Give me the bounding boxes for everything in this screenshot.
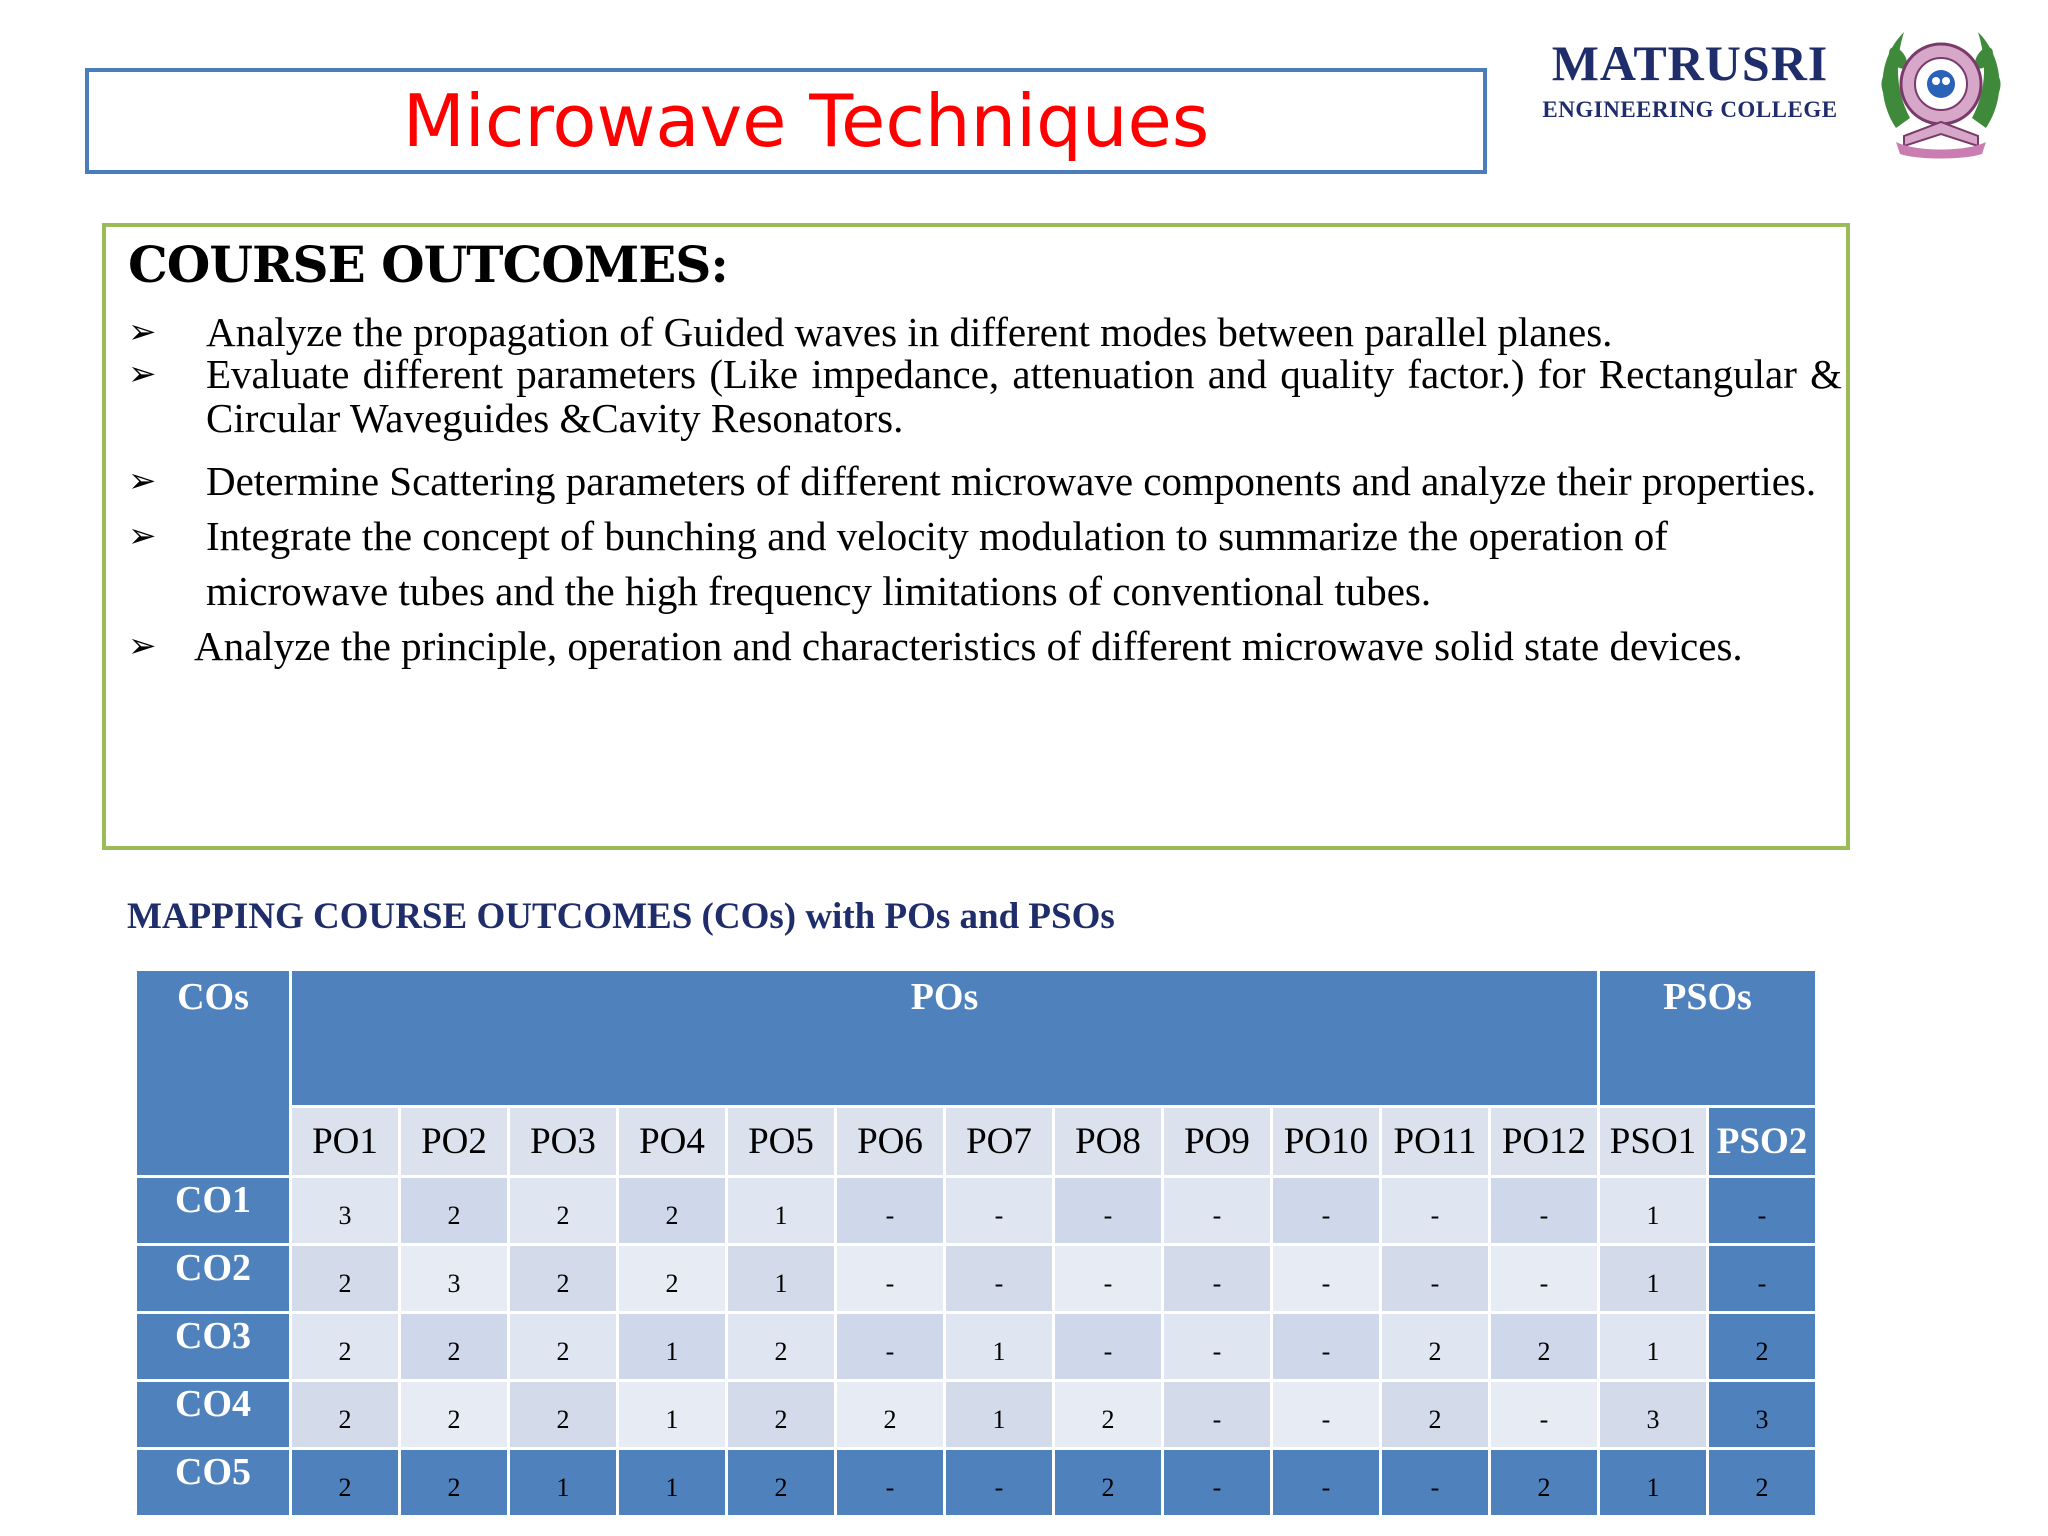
column-header: PO5 [727, 1107, 836, 1177]
table-cell: 2 [400, 1381, 509, 1449]
table-cell: 1 [945, 1381, 1054, 1449]
list-item: ➢ Analyze the propagation of Guided waves in different modes between parallel planes. [126, 305, 1842, 360]
table-cell: 1 [727, 1177, 836, 1245]
table-row [136, 1381, 1817, 1449]
table-cell: - [1054, 1177, 1163, 1245]
table-cell: - [1272, 1177, 1381, 1245]
list-item: ➢ Evaluate different parameters (Like impedance, attenuation and quality factor.) for Rectangular & Circular Waveguides &Cavity Resonators. [128, 351, 1842, 441]
table-cell: 2 [1054, 1381, 1163, 1449]
table-cell: 2 [291, 1245, 400, 1313]
table-cell: 3 [291, 1177, 400, 1245]
table-cell: - [945, 1449, 1054, 1517]
mapping-heading: MAPPING COURSE OUTCOMES (COs) with POs and PSOs [127, 896, 1115, 937]
column-header: PO9 [1163, 1107, 1272, 1177]
table-row [136, 1449, 1817, 1517]
table-cell: 3 [1599, 1381, 1708, 1449]
table-cell: - [836, 1177, 945, 1245]
table-cell: - [945, 1177, 1054, 1245]
table-cell: 2 [400, 1449, 509, 1517]
table-cell: - [1163, 1381, 1272, 1449]
co-label: CO2 [136, 1245, 291, 1313]
table-cell: - [836, 1449, 945, 1517]
arrow-bullet-icon: ➢ [128, 354, 157, 394]
table-cell: - [1272, 1381, 1381, 1449]
table-cell: - [1272, 1449, 1381, 1517]
table-row [136, 1245, 1817, 1313]
table-cell: - [1708, 1177, 1817, 1245]
column-header: PO8 [1054, 1107, 1163, 1177]
table-cell: 2 [509, 1381, 618, 1449]
table-cell: - [1381, 1245, 1490, 1313]
table-row [136, 1313, 1817, 1381]
table-cell: 1 [1599, 1245, 1708, 1313]
table-cell: - [1490, 1177, 1599, 1245]
table-cell: - [1708, 1245, 1817, 1313]
table-cell: 2 [1381, 1313, 1490, 1381]
column-header: PO7 [945, 1107, 1054, 1177]
cos-header: COs [136, 970, 291, 1177]
table-cell: 2 [509, 1245, 618, 1313]
arrow-bullet-icon: ➢ [128, 626, 157, 666]
list-item: ➢ Analyze the principle, operation and characteristics of different microwave solid state devices. [126, 619, 1842, 674]
table-cell: 2 [727, 1313, 836, 1381]
column-header: PO11 [1381, 1107, 1490, 1177]
mapping-table [134, 968, 1818, 1518]
column-header: PSO2 [1708, 1107, 1817, 1177]
table-cell: 2 [618, 1245, 727, 1313]
table-cell: - [1272, 1313, 1381, 1381]
column-header: PO10 [1272, 1107, 1381, 1177]
table-cell: 2 [1490, 1449, 1599, 1517]
table-cell: 2 [727, 1381, 836, 1449]
column-header: PO2 [400, 1107, 509, 1177]
list-item: ➢ Determine Scattering parameters of different microwave components and analyze their properties. [126, 454, 1842, 509]
arrow-bullet-icon: ➢ [128, 461, 157, 501]
table-cell: 1 [1599, 1449, 1708, 1517]
table-cell: - [1490, 1381, 1599, 1449]
table-cell: - [836, 1313, 945, 1381]
mapping-table-body [136, 1177, 1817, 1517]
table-cell: 1 [618, 1449, 727, 1517]
college-branding [1525, 36, 1855, 123]
pos-header: POs [291, 970, 1599, 1107]
column-header-row [136, 1107, 1817, 1177]
table-cell: - [1163, 1245, 1272, 1313]
table-cell: 2 [509, 1177, 618, 1245]
co-label: CO4 [136, 1381, 291, 1449]
table-cell: 1 [727, 1245, 836, 1313]
table-cell: 1 [1599, 1313, 1708, 1381]
table-cell: - [1490, 1245, 1599, 1313]
course-outcomes-list [126, 305, 1842, 674]
table-cell: 3 [1708, 1381, 1817, 1449]
table-cell: 2 [727, 1449, 836, 1517]
table-cell: 2 [1490, 1313, 1599, 1381]
column-header: PO3 [509, 1107, 618, 1177]
co-label: CO5 [136, 1449, 291, 1517]
co-label: CO1 [136, 1177, 291, 1245]
arrow-bullet-icon: ➢ [128, 312, 157, 352]
table-cell: 2 [836, 1381, 945, 1449]
column-header: PSO1 [1599, 1107, 1708, 1177]
table-cell: - [1381, 1177, 1490, 1245]
table-cell: 3 [400, 1245, 509, 1313]
table-cell: 2 [509, 1313, 618, 1381]
table-cell: 1 [618, 1313, 727, 1381]
table-cell: - [1381, 1449, 1490, 1517]
column-header: PO6 [836, 1107, 945, 1177]
table-cell: - [836, 1245, 945, 1313]
psos-header: PSOs [1599, 970, 1817, 1107]
table-cell: 2 [291, 1381, 400, 1449]
column-header: PO4 [618, 1107, 727, 1177]
column-header: PO12 [1490, 1107, 1599, 1177]
table-cell: - [1163, 1313, 1272, 1381]
table-cell: 2 [400, 1313, 509, 1381]
table-cell: 1 [509, 1449, 618, 1517]
table-cell: 2 [291, 1313, 400, 1381]
page-title: Microwave Techniques [402, 79, 1210, 163]
table-cell: - [1054, 1313, 1163, 1381]
table-cell: 2 [291, 1449, 400, 1517]
table-cell: 2 [1054, 1449, 1163, 1517]
course-outcomes-heading: COURSE OUTCOMES: [128, 235, 728, 294]
list-item: ➢ Integrate the concept of bunching and velocity modulation to summarize the operation of microwave tubes and the high frequency limitations of conventional tubes. [126, 509, 1842, 619]
table-cell: - [1054, 1245, 1163, 1313]
college-subtitle: ENGINEERING COLLEGE [1542, 97, 1838, 122]
table-cell: - [1272, 1245, 1381, 1313]
course-outcomes-box [102, 223, 1850, 850]
table-cell: 2 [618, 1177, 727, 1245]
table-cell: 2 [1708, 1313, 1817, 1381]
table-cell: 1 [1599, 1177, 1708, 1245]
table-cell: - [1163, 1449, 1272, 1517]
table-cell: 2 [1381, 1381, 1490, 1449]
arrow-bullet-icon: ➢ [128, 516, 157, 556]
table-cell: - [1163, 1177, 1272, 1245]
table-cell: 1 [945, 1313, 1054, 1381]
table-cell: 2 [1708, 1449, 1817, 1517]
table-row [136, 1177, 1817, 1245]
college-name: MATRUSRI [1551, 35, 1829, 91]
table-cell: 2 [400, 1177, 509, 1245]
college-logo-icon [1876, 18, 2006, 160]
column-header: PO1 [291, 1107, 400, 1177]
co-label: CO3 [136, 1313, 291, 1381]
title-box [85, 68, 1487, 174]
table-cell: - [945, 1245, 1054, 1313]
table-cell: 1 [618, 1381, 727, 1449]
